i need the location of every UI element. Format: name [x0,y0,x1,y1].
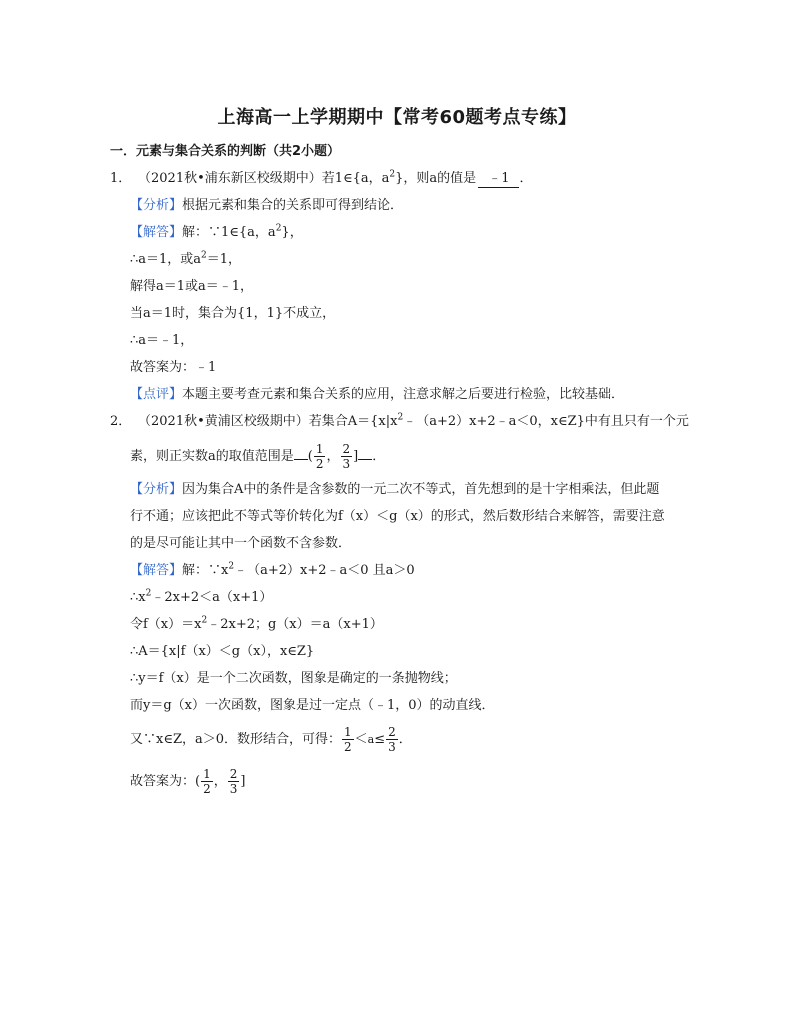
comment-line [130,386,624,403]
solution-text: ＝1， [206,252,242,267]
denominator: 2 [203,782,211,796]
comma: ， [213,774,227,789]
comment-tag: 【点评】 [130,387,183,402]
question-1-stem [110,170,532,188]
analysis-tag: 【分析】 [130,482,183,497]
analysis-line [130,197,403,214]
solution-line: 而y＝g（x）一次函数，图象是过一定点（﹣1，0）的动直线． [130,698,495,713]
solution-text: ﹣（a+2）x+2﹣a＜0 且a＞0 [234,563,415,578]
superscript: 2 [389,169,396,180]
question-number: 2． [110,414,132,429]
numerator: 1 [315,442,324,456]
stem-text: ﹣（a+2）x+2﹣a＜0，x∈Z}中有且只有一个元 [403,414,689,429]
section-heading: 一．元素与集合关系的判断（共2小题） [110,144,341,159]
answer-bracket: ] [240,774,246,789]
page-title: 上海高一上学期期中【常考60题考点专练】 [217,107,577,128]
analysis-line: 的是尽可能让其中一个函数不含参数． [130,536,352,551]
solution-text: }， [281,225,303,240]
analysis-line [130,481,659,498]
solution-line [130,723,412,757]
answer-bracket: ( [307,449,313,464]
solution-tag: 【解答】 [130,563,183,578]
superscript: 2 [228,561,235,572]
variable-a: a [367,733,375,746]
solution-line: ∴A＝{x|f（x）＜g（x），x∈Z} [130,644,315,659]
stem-text: （2021秋•浦东新区校级期中）若1∈{a，a [138,171,390,186]
fraction [342,725,354,754]
solution-text: 解：∵x [182,563,229,578]
solution-text: 解：∵1∈{a，a [182,225,276,240]
less-equal-sign: ≤ [374,732,386,747]
superscript: 2 [397,412,404,423]
stem-text: ． [372,449,386,464]
comma: ， [326,449,340,464]
question-number: 1． [110,171,132,186]
comment-text: 本题主要考查元素和集合关系的应用，注意求解之后要进行检验，比较基础． [182,387,625,402]
numerator: 2 [388,725,396,739]
less-than-sign: ＜ [354,732,368,747]
solution-text: 又∵x∈Z，a＞0．数形结合，可得： [130,732,342,747]
answer-underline [294,447,308,460]
solution-line: 当a＝1时，集合为{1，1}不成立， [130,306,336,321]
solution-line [130,251,241,268]
superscript: 2 [145,588,152,599]
solution-line: ∴y＝f（x）是一个二次函数，图象是确定的一条抛物线； [130,671,457,686]
stem-text: （2021秋•黄浦区校级期中）若集合A＝{x|x [138,414,398,429]
solution-text: 故答案为： [130,774,196,789]
solution-line [130,224,303,241]
solution-text: 令f（x）＝x [130,617,202,632]
answer-underline [358,447,372,460]
analysis-line: 行不通；应该把此不等式等价转化为f（x）＜g（x）的形式，然后数形结合来解答，需要注意 [130,509,665,524]
solution-line: 故答案为：﹣1 [130,360,217,375]
solution-text: ﹣2x+2＜a（x+1） [151,590,273,605]
answer-bracket: ] [353,449,359,464]
fraction [341,442,353,471]
analysis-text: 根据元素和集合的关系即可得到结论． [182,198,404,213]
solution-text: ∴a＝1，或a [130,252,202,267]
numerator: 1 [203,767,211,781]
fraction [386,725,398,754]
question-2-stem [110,413,689,430]
superscript: 2 [201,250,207,261]
solution-text: ﹣2x+2；g（x）＝a（x+1） [207,617,383,632]
solution-line: 解得a＝1或a＝﹣1， [130,279,254,294]
analysis-text: 因为集合A中的条件是含参数的一元二次不等式，首先想到的是十字相乘法，但此题 [182,482,660,497]
fraction [201,767,213,796]
numerator: 2 [229,767,238,781]
solution-line: ∴a＝﹣1， [130,333,194,348]
stem-text: }，则a的值是 [395,171,477,186]
denominator: 3 [388,740,396,754]
solution-text: ∴x [130,590,146,605]
fraction [228,767,240,796]
solution-line [130,589,272,606]
denominator: 3 [229,782,238,796]
superscript: 2 [201,615,208,626]
fraction [314,442,326,471]
stem-text: ． [519,171,533,186]
stem-text: 素，则正实数a的取值范围是 [130,449,294,464]
question-2-stem-line2 [130,440,385,474]
denominator: 2 [315,457,324,471]
solution-line [130,765,245,799]
answer-bracket: ( [195,774,201,789]
superscript: 2 [275,223,282,234]
solution-tag: 【解答】 [130,225,183,240]
analysis-tag: 【分析】 [130,198,183,213]
answer-blank: ﹣1 [478,170,519,188]
denominator: 2 [344,740,352,754]
denominator: 3 [342,457,351,471]
numerator: 1 [344,725,352,739]
solution-line [130,562,415,579]
numerator: 2 [342,442,351,456]
solution-text: ． [398,732,412,747]
solution-line [130,616,383,633]
